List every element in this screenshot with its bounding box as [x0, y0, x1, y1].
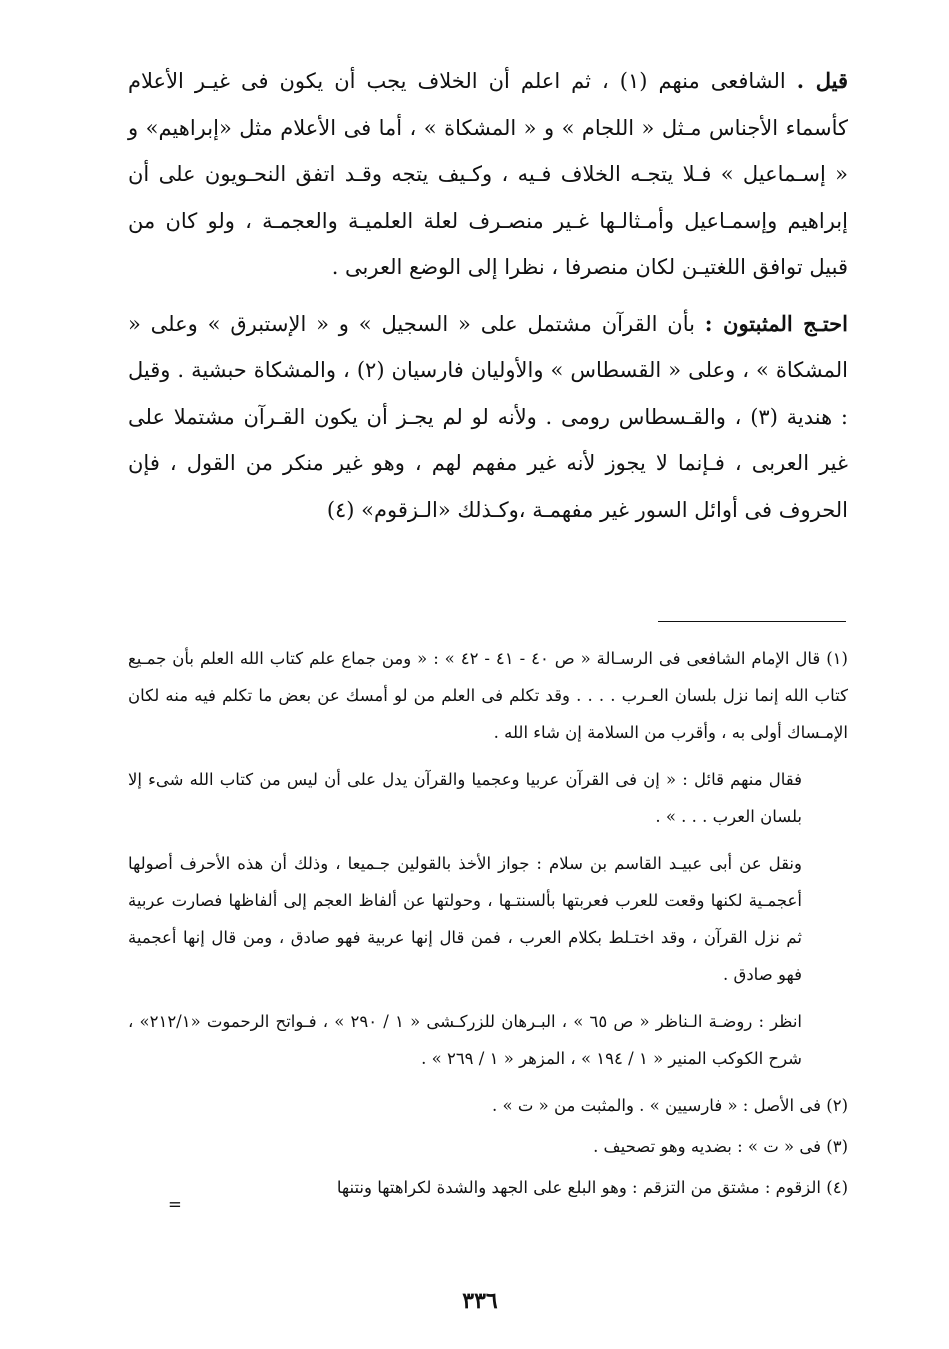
footnotes [128, 640, 848, 1210]
footnote-1: (١) قال الإمام الشافعى فى الرسـالة « ص ٤٠ - ٤١ - ٤٢ » : « ومن جماع علم كتاب الله العلم بأن جمـيع كتاب الله إنما نزل بلسان العـرب . . . . وقد تكلم فى العلم من لو أمسك عن بعض ما تكلم فيه منه لكان الإمـساك أولى به ، وأقرب من السلامة إن شاء الله . [128, 649, 848, 742]
continuation-mark: = [168, 1195, 182, 1214]
paragraph-1-text: الشافعى منهم (١) ، ثم اعلم أن الخلاف يجب أن يكون فى غيـر الأعلام كأسماء الأجناس مـثل « اللجام » و « المشكاة » ، أما فى الأعلام مثل «إبراهيم» و « إسـماعيل » فـلا يتجـه الخلاف فـيه ، وكـيف يتجه وقـد اتفق النحـويون على أن إبراهيم وإسمـاعيل وأمـثالـها غـير منصـرف لعلة العلميـة والعجمـة ، ولو كان من قبيل توافق اللغتيـن لكان منصرفا ، نظرا إلى الوضع العربى . [128, 69, 848, 279]
footnote-3: (٣) فى « ت » : بضديه وهو تصحيف . [593, 1137, 848, 1156]
footnote-divider [658, 621, 846, 622]
paragraph-1-lead: قيل . [796, 68, 848, 93]
paragraph-1 [128, 58, 848, 291]
paragraph-2-lead: احتـج المثبتون : [704, 310, 849, 336]
paragraph-2 [128, 301, 848, 534]
footnote-1-quote: فقال منهم قائل : « إن فى القرآن عربيا وعجميا والقرآن يدل على أن ليس من كتاب الله شىء إلا بلسان العرب . . . » . [128, 770, 802, 826]
footnote-2: (٢) فى الأصل : « فارسيين » . والمثبت من « ت » . [492, 1096, 848, 1115]
footnote-1-abu-ubaid: ونقل عن أبى عبيـد القاسم بن سلام : جواز الأخذ بالقولين جـميعا ، وذلك أن هذه الأحرف أصولها أعجمـية لكنها وقعت للعرب فعربتها بألسنتـها ، وحولتها عن ألفاظ العجم إلى ألفاظها فصارت عربية ثم نزل القرآن ، وقد اختـلط بكلام العرب ، فمن قال إنها عربية فهو صادق ، ومن قال إنها أعجمية فهو صادق . [128, 854, 802, 984]
main-text [128, 58, 848, 533]
page-number: ٣٣٦ [462, 1288, 498, 1314]
footnote-1-references: انظر : روضـة الـناظر « ص ٦٥ » ، البـرهان للزركـشى « ١ / ٢٩٠ » ، فـواتح الرحموت «٢١٢/١» ، شرح الكوكب المنير « ١ / ١٩٤ » ، المزهر « ١ / ٢٦٩ » . [128, 1012, 802, 1068]
footnote-4: (٤) الزقوم : مشتق من التزقم : وهو البلع على الجهد والشدة لكراهتها ونتنها [336, 1178, 848, 1197]
paragraph-2-text: بأن القرآن مشتمل على « السجيل » و « الإستبرق » وعلى « المشكاة » ، وعلى « القسطاس » والأوليان فارسيان (٢) ، والمشكاة حبشية . وقيل : هندية (٣) ، والقـسطاس رومى . ولأنه لو لم يجـز أن يكون القـرآن مشتملا على غير العربى ، فـإنما لا يجوز لأنه غير مفهم لهم ، وهو غير منكر من القول ، فإن الحروف فى أوائل السور غير مفهمـة ،وكـذلك «الـزقوم» (٤) [128, 311, 849, 522]
